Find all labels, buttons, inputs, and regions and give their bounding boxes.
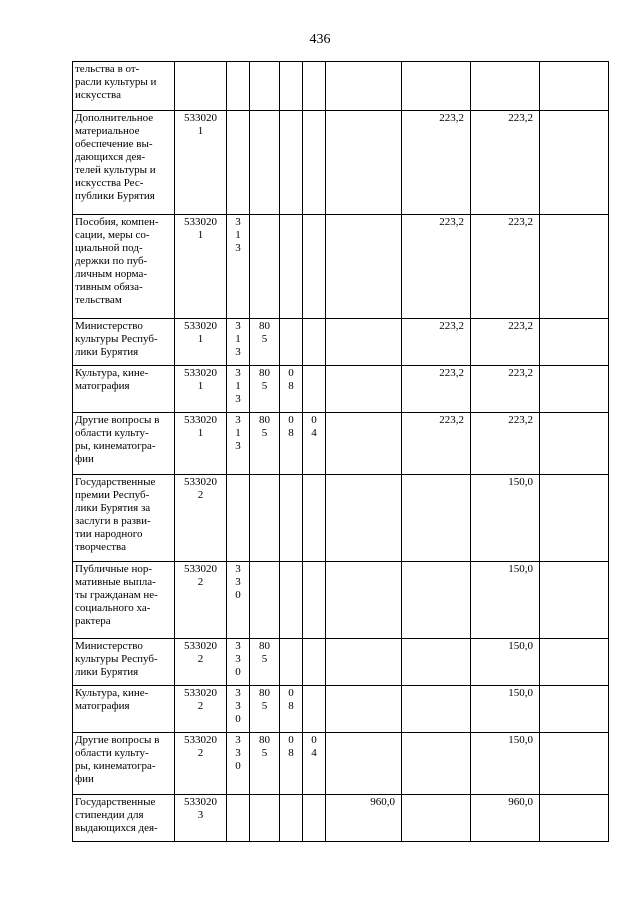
cell-name: Культура, кине- матография	[73, 686, 175, 733]
cell-amount-d	[540, 413, 609, 475]
cell-subsection-code	[303, 562, 326, 639]
cell-subsection-code: 0 4	[303, 733, 326, 795]
cell-section-code: 0 8	[280, 686, 303, 733]
cell-ministry-code: 80 5	[250, 366, 280, 413]
cell-name: Государственные стипендии для выдающихся дея-	[73, 795, 175, 842]
page-number: 436	[309, 32, 331, 47]
cell-expense-type-code: 3 1 3	[227, 366, 250, 413]
table-row	[73, 319, 609, 366]
cell-expense-type-code: 3 1 3	[227, 413, 250, 475]
cell-amount-a	[326, 215, 402, 319]
cell-amount-d	[540, 639, 609, 686]
table-row	[73, 413, 609, 475]
cell-amount-c: 223,2	[471, 366, 540, 413]
cell-ministry-code	[250, 475, 280, 562]
cell-expense-type-code	[227, 111, 250, 215]
table-row	[73, 111, 609, 215]
cell-amount-a	[326, 111, 402, 215]
cell-amount-c: 150,0	[471, 475, 540, 562]
cell-amount-b: 223,2	[402, 413, 471, 475]
table-row	[73, 215, 609, 319]
cell-amount-b: 223,2	[402, 366, 471, 413]
cell-amount-a	[326, 475, 402, 562]
cell-target-article-code: 533020 2	[175, 686, 227, 733]
cell-amount-b: 223,2	[402, 215, 471, 319]
cell-amount-a	[326, 62, 402, 111]
cell-name: Публичные нор- мативные выпла- ты гражданам не- социального ха- рактера	[73, 562, 175, 639]
cell-amount-a	[326, 639, 402, 686]
cell-section-code: 0 8	[280, 733, 303, 795]
cell-expense-type-code: 3 1 3	[227, 215, 250, 319]
cell-amount-d	[540, 62, 609, 111]
cell-section-code	[280, 562, 303, 639]
cell-amount-d	[540, 475, 609, 562]
cell-subsection-code	[303, 111, 326, 215]
cell-amount-c: 150,0	[471, 639, 540, 686]
table-row	[73, 562, 609, 639]
cell-section-code	[280, 639, 303, 686]
cell-amount-b: 223,2	[402, 111, 471, 215]
table-row	[73, 475, 609, 562]
cell-amount-b	[402, 475, 471, 562]
cell-section-code	[280, 795, 303, 842]
cell-ministry-code	[250, 111, 280, 215]
cell-amount-d	[540, 686, 609, 733]
cell-amount-c: 150,0	[471, 562, 540, 639]
table-row	[73, 795, 609, 842]
cell-section-code	[280, 111, 303, 215]
cell-amount-b	[402, 733, 471, 795]
cell-amount-b	[402, 795, 471, 842]
cell-amount-d	[540, 111, 609, 215]
cell-subsection-code	[303, 62, 326, 111]
table-row	[73, 62, 609, 111]
cell-amount-a	[326, 366, 402, 413]
cell-target-article-code: 533020 2	[175, 733, 227, 795]
cell-expense-type-code: 3 3 0	[227, 562, 250, 639]
cell-amount-a: 960,0	[326, 795, 402, 842]
cell-amount-d	[540, 366, 609, 413]
cell-section-code	[280, 62, 303, 111]
cell-target-article-code: 533020 2	[175, 475, 227, 562]
cell-amount-a	[326, 319, 402, 366]
cell-name: Другие вопросы в области культу- ры, кинематогра- фии	[73, 733, 175, 795]
cell-name: Государственные премии Респуб- лики Бурятия за заслуги в разви- тии народного творчества	[73, 475, 175, 562]
cell-amount-c: 223,2	[471, 215, 540, 319]
cell-amount-c: 150,0	[471, 686, 540, 733]
cell-name: тельства в от- расли культуры и искусства	[73, 62, 175, 111]
cell-amount-a	[326, 686, 402, 733]
cell-subsection-code	[303, 686, 326, 733]
cell-target-article-code: 533020 1	[175, 319, 227, 366]
cell-section-code: 0 8	[280, 413, 303, 475]
cell-subsection-code	[303, 795, 326, 842]
cell-amount-c: 223,2	[471, 413, 540, 475]
cell-amount-b	[402, 562, 471, 639]
table-row	[73, 686, 609, 733]
cell-expense-type-code: 3 3 0	[227, 639, 250, 686]
cell-ministry-code: 80 5	[250, 733, 280, 795]
cell-amount-a	[326, 733, 402, 795]
cell-amount-d	[540, 562, 609, 639]
cell-amount-c: 960,0	[471, 795, 540, 842]
table-body	[73, 62, 609, 842]
cell-section-code: 0 8	[280, 366, 303, 413]
cell-subsection-code: 0 4	[303, 413, 326, 475]
cell-amount-d	[540, 733, 609, 795]
cell-amount-c: 223,2	[471, 319, 540, 366]
cell-amount-a	[326, 562, 402, 639]
table-row	[73, 733, 609, 795]
cell-subsection-code	[303, 475, 326, 562]
cell-ministry-code	[250, 562, 280, 639]
cell-name: Другие вопросы в области культу- ры, кинематогра- фии	[73, 413, 175, 475]
cell-ministry-code: 80 5	[250, 413, 280, 475]
cell-amount-b: 223,2	[402, 319, 471, 366]
cell-expense-type-code	[227, 62, 250, 111]
cell-amount-b	[402, 686, 471, 733]
cell-ministry-code: 80 5	[250, 319, 280, 366]
cell-subsection-code	[303, 319, 326, 366]
cell-ministry-code: 80 5	[250, 639, 280, 686]
cell-subsection-code	[303, 366, 326, 413]
cell-expense-type-code	[227, 795, 250, 842]
cell-target-article-code	[175, 62, 227, 111]
cell-target-article-code: 533020 1	[175, 366, 227, 413]
cell-amount-d	[540, 319, 609, 366]
budget-table	[72, 61, 609, 842]
cell-target-article-code: 533020 1	[175, 413, 227, 475]
cell-subsection-code	[303, 215, 326, 319]
cell-name: Министерство культуры Респуб- лики Бурятия	[73, 319, 175, 366]
cell-amount-b	[402, 639, 471, 686]
cell-name: Дополнительное материальное обеспечение вы- дающихся дея- телей культуры и искусства Рес- публики Бурятия	[73, 111, 175, 215]
cell-amount-b	[402, 62, 471, 111]
table-row	[73, 366, 609, 413]
cell-expense-type-code: 3 1 3	[227, 319, 250, 366]
cell-target-article-code: 533020 2	[175, 639, 227, 686]
cell-name: Пособия, компен- сации, меры со- циальной под- держки по пуб- личным норма- тивным обяза- тельствам	[73, 215, 175, 319]
cell-name: Министерство культуры Респуб- лики Бурятия	[73, 639, 175, 686]
cell-amount-c: 223,2	[471, 111, 540, 215]
table-row	[73, 639, 609, 686]
cell-expense-type-code: 3 3 0	[227, 686, 250, 733]
cell-section-code	[280, 215, 303, 319]
cell-target-article-code: 533020 2	[175, 562, 227, 639]
cell-target-article-code: 533020 1	[175, 111, 227, 215]
cell-section-code	[280, 319, 303, 366]
cell-amount-a	[326, 413, 402, 475]
cell-target-article-code: 533020 1	[175, 215, 227, 319]
cell-section-code	[280, 475, 303, 562]
cell-amount-d	[540, 795, 609, 842]
cell-ministry-code	[250, 215, 280, 319]
cell-expense-type-code: 3 3 0	[227, 733, 250, 795]
cell-amount-c	[471, 62, 540, 111]
cell-name: Культура, кине- матография	[73, 366, 175, 413]
cell-amount-c: 150,0	[471, 733, 540, 795]
cell-ministry-code	[250, 795, 280, 842]
cell-ministry-code: 80 5	[250, 686, 280, 733]
cell-expense-type-code	[227, 475, 250, 562]
cell-subsection-code	[303, 639, 326, 686]
cell-amount-d	[540, 215, 609, 319]
cell-ministry-code	[250, 62, 280, 111]
cell-target-article-code: 533020 3	[175, 795, 227, 842]
